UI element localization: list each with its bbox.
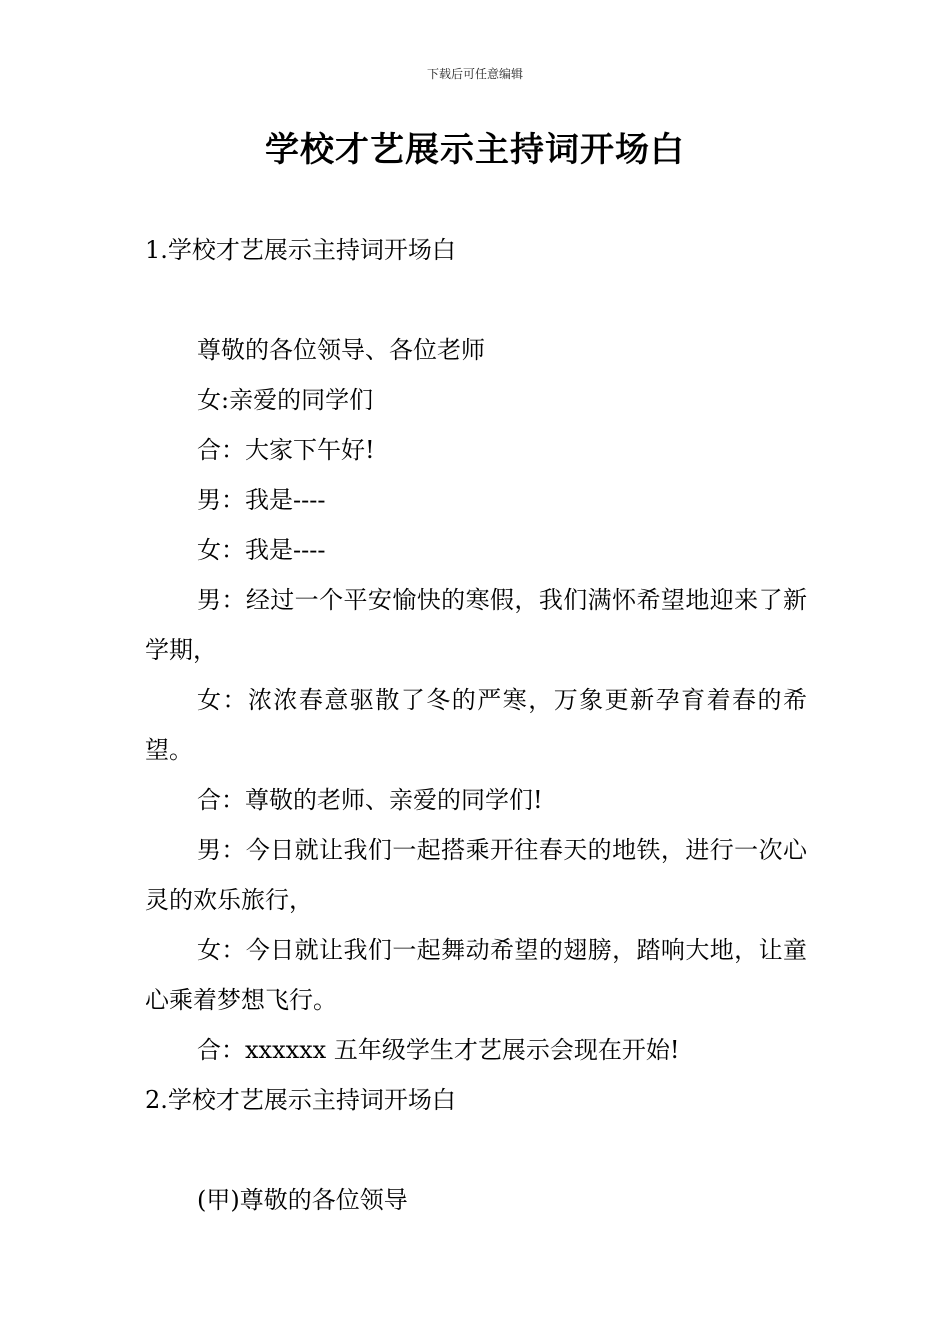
document-body [145, 225, 807, 1225]
dialogue-paragraph: 合：尊敬的老师、亲爱的同学们! [197, 786, 543, 814]
dialogue-line: (甲)尊敬的各位领导 [197, 1186, 408, 1214]
dialogue-line: 男：我是---- [197, 486, 326, 514]
dialogue-paragraph: 男：今日就让我们一起搭乘开往春天的地铁，进行一次心灵的欢乐旅行， [145, 836, 807, 914]
document-title: 学校才艺展示主持词开场白 [265, 130, 685, 170]
dialogue-paragraph: 合：xxxxxx 五年级学生才艺展示会现在开始! [197, 1036, 680, 1064]
section-2-spacer [145, 1125, 807, 1175]
dialogue-line: 女:亲爱的同学们 [197, 386, 374, 414]
dialogue-line: 女：我是---- [197, 536, 326, 564]
dialogue-paragraph: 女：浓浓春意驱散了冬的严寒，万象更新孕育着春的希望。 [145, 686, 807, 764]
dialogue-paragraph: 男：经过一个平安愉快的寒假，我们满怀希望地迎来了新学期， [145, 586, 807, 664]
header-note: 下载后可任意编辑 [426, 67, 523, 81]
section-1-heading: 1.学校才艺展示主持词开场白 [145, 236, 456, 264]
section-2-heading: 2.学校才艺展示主持词开场白 [145, 1086, 456, 1114]
section-1-spacer [145, 275, 807, 325]
dialogue-line: 合：大家下午好! [197, 436, 375, 464]
greeting-line: 尊敬的各位领导、各位老师 [197, 336, 485, 364]
dialogue-paragraph: 女：今日就让我们一起舞动希望的翅膀，踏响大地，让童心乘着梦想飞行。 [145, 936, 807, 1014]
